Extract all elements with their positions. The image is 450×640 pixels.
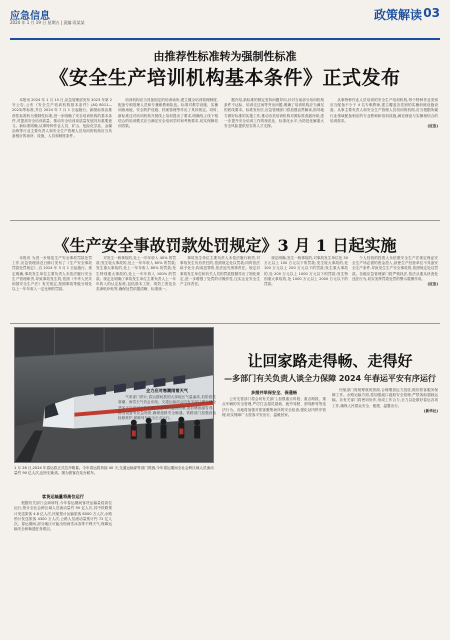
article1-kicker: 由推荐性标准转为强制性标准 xyxy=(153,50,297,63)
article3-subtitle: 客货运输量将高位运行 xyxy=(42,494,84,499)
article1-paragraph: 据介绍,新标准的制定坚持问题导向,针对当前部分培训机构条件不达标、培训走过场等突出问题,明确了培训机构应当满足的底线要求。标准发布后,应急管理部门将加强宣贯解读,指导地方做好标准的实施工作,推动各类培训机构对照标准查漏补缺,进一步提升安全培训工作的规范化、标准化水平,为防范化解重大安全风险提供坚实的人才支撑。 xyxy=(224,98,324,129)
article3-source: (新华社) xyxy=(423,408,438,413)
article3-subtitle: 全力应对寒潮雨雪天气 xyxy=(146,388,188,393)
article2-paragraph: 本报讯 为进一步规范生产安全事故罚款处罚工作,应急管理部近日修订发布了《生产安全事故罚款处罚规定》,自 2024 年 3 月 1 日起施行。规定明确,事故发生单位主要负责人未依法履行安全生产管理职责,导致事故发生的,依照《中华人民共和国安全生产法》有关规定,按照事故等级分别处以上一年年收入一定比例的罚款。 xyxy=(12,256,92,292)
article3-paragraph: 民航部门将统筹航班资源,合理增加运力投放,做好旅客服务保障工作。水路运输方面,将加强渡口渡船安全管理,严禁客船超载运输。各有关部门将密切协作,形成工作合力,全力以赴做好春运各项工作,确保人民群众安全、便捷、温馨出行。 xyxy=(332,388,438,408)
article1-column-3 xyxy=(224,98,324,210)
masthead xyxy=(10,6,440,40)
article2-source: (应急) xyxy=(427,282,438,287)
article2-headline: 《生产安全事故罚款处罚规定》3 月 1 日起实施 xyxy=(53,236,397,255)
article2-paragraph: 规定明确,发生一般事故的,对事故发生单位处 30 万元以上 100 万元以下的罚款;发生较大事故的,处 100 万元以上 200 万元以下的罚款;发生重大事故的,处 200 万元以上 1000 万元以下的罚款;发生特别重大事故的,处 1000 万元以上 2000 万元以下的罚款。 xyxy=(264,256,348,287)
article1-paragraph: 培训机构应当具备固定的培训场所,建立健全培训管理制度,配备专职管理人员和专兼职教师队伍。标准对教学设施、实操训练场地、安全防护设施、档案管理等作出了具体规定。同时,新标准还对培训机构开展线上培训提出了要求,明确线上线下相结合的培训模式应当满足安全培训学时和考核要求,切实保障培训效果。 xyxy=(118,98,218,129)
article1-paragraph: 本报讯 2024 年 1 月 15 日,应急管理部发布 2023 年第 2 号公告,公布《安全生产培训机构基本条件》(AQ 8011—2023)等标准,并自 2024 年 7 月 1 日起施行。新版标准由推荐性标准转为强制性标准,进一步明确了安全培训机构的基本条件,对提高安全培训质量、推动安全培训高质量发展具有重要意义。新标准明确,从事特种作业人员、矿山、危险化学品、金属冶炼等行业主要负责人和安全生产管理人员培训的机构应当具备相应的场所、设施、人员和制度条件。 xyxy=(12,98,112,139)
article2-column-1 xyxy=(12,256,92,322)
article1-column-2 xyxy=(118,98,218,210)
paper-name: 应急信息 xyxy=(10,11,50,22)
article2-paragraph: 对发生一般事故的,处上一年年收入 40% 的罚款;发生较大事故的,处上一年年收入 60% 的罚款;发生重大事故的,处上一年年收入 80% 的罚款;发生特别重大事故的,处上一年年收入 100% 的罚款。规定还明确了事故发生单位主要负责人上一年年收入的认定标准,包括基本工资、绩效工资及各类津贴补贴等,确保处罚依据清晰、标准统一。 xyxy=(96,256,176,292)
article1-headline: 《安全生产培训机构基本条件》正式发布 xyxy=(49,67,401,89)
article3-subhead: —多部门有关负责人谈全力保障 2024 年春运平安有序运行 xyxy=(224,374,436,383)
article2-column-2 xyxy=(96,256,176,322)
article3-paragraph: 公安交管部门将会同有关部门,加强重点时段、重点路段、重点车辆的安全管理,严厉打击超员超载、疲劳驾驶、酒驾醉驾等违法行为。各地将加强对旅客聚集场所的安全检查,强化站内秩序管理,切实保障广大旅客平安出行、温暖回家。 xyxy=(222,397,326,417)
article2-column-5 xyxy=(352,256,438,322)
article3-headline: 让回家路走得畅、走得好 xyxy=(247,352,413,370)
section-title: 政策解读 xyxy=(373,8,422,22)
article1-paragraph: 从事特种作业人员培训的安全生产培训机构,每个特种作业类别应当配备不少于 4 名专职教师,建立覆盖各类别的实操训练设施设备。从事主要负责人和安全生产管理人员培训的机构,应当根据所属行业领域配备相应的专业教师和培训设施,满足理论与实操相结合的培训需求。 xyxy=(330,98,438,123)
article3-column-4 xyxy=(332,388,438,632)
article3-column-2 xyxy=(118,386,216,632)
article2-paragraph: 事故发生单位主要负责人未依法履行职责,对事故发生负有责任的,依照规定处以罚款;同时依法给予处分,构成犯罪的,依法追究刑事责任。规定对事故发生单位和有关人员的罚款数额作出了细化规定,进一步增强了处罚的可操作性,压实企业安全生产主体责任。 xyxy=(180,256,260,287)
article2-paragraph: 个人经营的投资人未依照安全生产法规定保证安全生产所必需的资金投入,致使生产经营单位不具备安全生产条件,导致发生生产安全事故的,依照规定处以罚款。各级应急管理部门将严格执法,依法从重从快查处违法行为,切实发挥罚款处罚的警示震慑作用。 xyxy=(352,256,438,281)
photo-caption: 1 月 26 日,2024 年春运将正式拉开帷幕。今年春运将持续 40 天,交通运输部等部门预测,今年春运期间全社会跨区域人员流动量约 90 亿人次,创历史新高。图为旅客在站台候车。 xyxy=(14,466,214,475)
page-number: 03 xyxy=(423,6,440,20)
article3-column-3 xyxy=(222,388,326,632)
article2-column-3 xyxy=(180,256,260,322)
edition-info: 2024 年 1 月 19 日 星期五 | 责编:袁某某 xyxy=(10,20,85,25)
section-divider xyxy=(10,220,440,221)
article1-source: (应急) xyxy=(427,124,438,129)
article3-paragraph: 根据有关部门会商研判,今年春运期间客货运输量将高位运行,预计全社会跨区域人员流动量约 90 亿人次,其中铁路预计发送旅客 4.8 亿人次,民航预计运输旅客 8000 万人次,水路预计发送旅客 4300 万人次,公路人员流动量预计约 72 亿人次。春运期间,部分地区可能出现雨雪冰冻等不利天气,保障运输安全和畅通任务艰巨。 xyxy=(14,501,112,532)
article3-column-1 xyxy=(14,492,112,632)
article1-column-1 xyxy=(12,98,112,210)
article2-column-4 xyxy=(264,256,348,322)
article3-paragraph: 气象部门预计,春运期间我国大部地区气温偏高,但阶段性寒潮、雨雪天气仍会出现。交通运输部会同有关部门建立健全恶劣天气应对工作机制,加强路网监测预警,提前储备融雪剂、除雪设备等应急物资,确保道路安全畅通。铁路部门加强设备检修养护,保障列车安全正点运行。 xyxy=(118,395,216,421)
article3-subtitle: 多措并举保安全、保通畅 xyxy=(250,390,298,395)
article1-column-4 xyxy=(330,98,438,210)
section-divider xyxy=(10,323,440,324)
